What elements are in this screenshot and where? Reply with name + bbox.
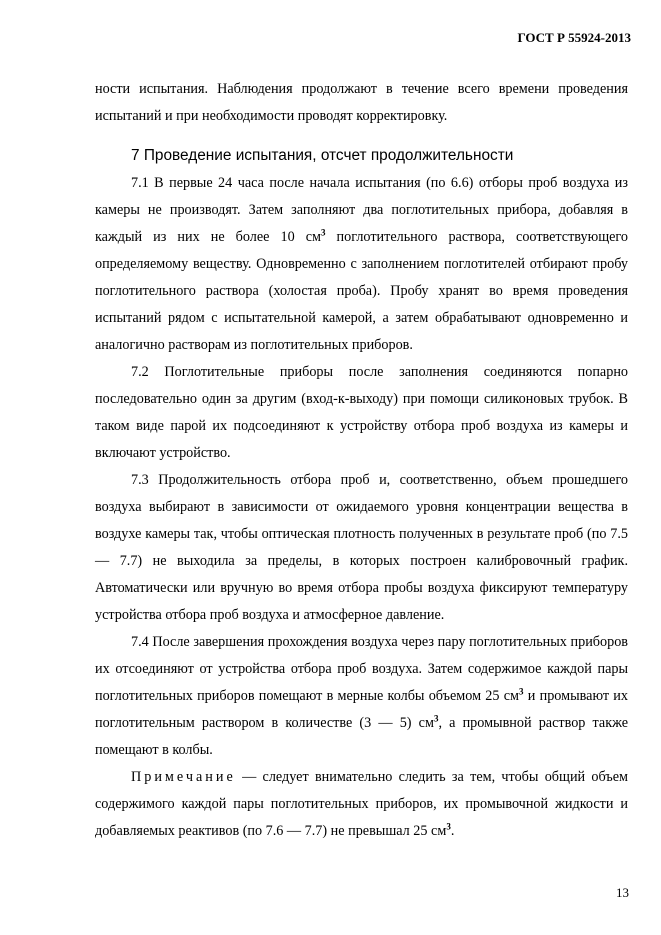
superscript: 3 <box>446 821 451 832</box>
paragraph-7-1-text-b: поглотительного раствора, соответствующего определяемому веществу. Одновременно с заполнением поглотителей отбирают пробу поглотительного раствора (холостая проба). Пробу хранят во время проведения испытаний рядом с испытательной камерой, а затем обрабатывают одновременно и аналогично растворам из поглотительных приборов. <box>95 229 628 353</box>
document-body <box>95 76 628 845</box>
note-label: Примечание <box>131 769 236 785</box>
superscript: 3 <box>519 686 524 697</box>
superscript: 3 <box>433 713 439 724</box>
paragraph-7-4-text-a: 7.4 После завершения прохождения воздуха через пару поглотительных приборов их отсоединяют от устройства отбора проб воздуха. Затем содержимое каждой пары поглотительных приборов помещают в мерные колбы объемом 25 см <box>95 634 628 704</box>
paragraph-7-3: 7.3 Продолжительность отбора проб и, соответственно, объем прошедшего воздуха выбирают в зависимости от ожидаемого уровня концентрации вещества в воздухе камеры так, чтобы оптическая плотность полученных в результате проб (по 7.5 — 7.7) не выходила за пределы, в которых построен калибровочный график. Автоматически или вручную во время отбора пробы воздуха фиксируют температуру устройства отбора проб воздуха и атмосферное давление. <box>95 472 628 623</box>
document-header: ГОСТ Р 55924-2013 <box>517 30 631 45</box>
note-paragraph <box>95 764 628 845</box>
paragraph-7-4-text-b: и промывают их поглотительным раствором в количестве (3 — 5) см <box>95 688 628 731</box>
superscript: 3 <box>321 227 326 238</box>
note-text-b: . <box>450 823 455 839</box>
paragraph-7-4-text-c: , а промывной раствор также помещают в колбы. <box>95 715 629 758</box>
note-text-a: — следует внимательно следить за тем, чтобы общий объем содержимого каждой пары поглотительных приборов, их промывочной жидкости и добавляемых реактивов (по 7.6 — 7.7) не превышал 25 см <box>95 769 628 839</box>
section-title: 7 Проведение испытания, отсчет продолжительности <box>131 147 514 164</box>
paragraph-7-4 <box>95 629 628 764</box>
intro-paragraph: ности испытания. Наблюдения продолжают в течение всего времени проведения испытаний и при необходимости проводят корректировку. <box>95 81 628 124</box>
page-number: 13 <box>616 885 629 900</box>
paragraph-7-1 <box>95 170 628 359</box>
paragraph-7-2: 7.2 Поглотительные приборы после заполнения соединяются попарно последовательно один за другим (вход-к-выходу) при помощи силиконовых трубок. В таком виде парой их подсоединяют к устройству отбора проб воздуха из камеры и включают устройство. <box>95 364 628 461</box>
paragraph-7-1-text-a: 7.1 В первые 24 часа после начала испытания (по 6.6) отборы проб воздуха из камеры не производят. Затем заполняют два поглотительных прибора, добавляя в каждый из них не более 10 см <box>95 175 628 245</box>
